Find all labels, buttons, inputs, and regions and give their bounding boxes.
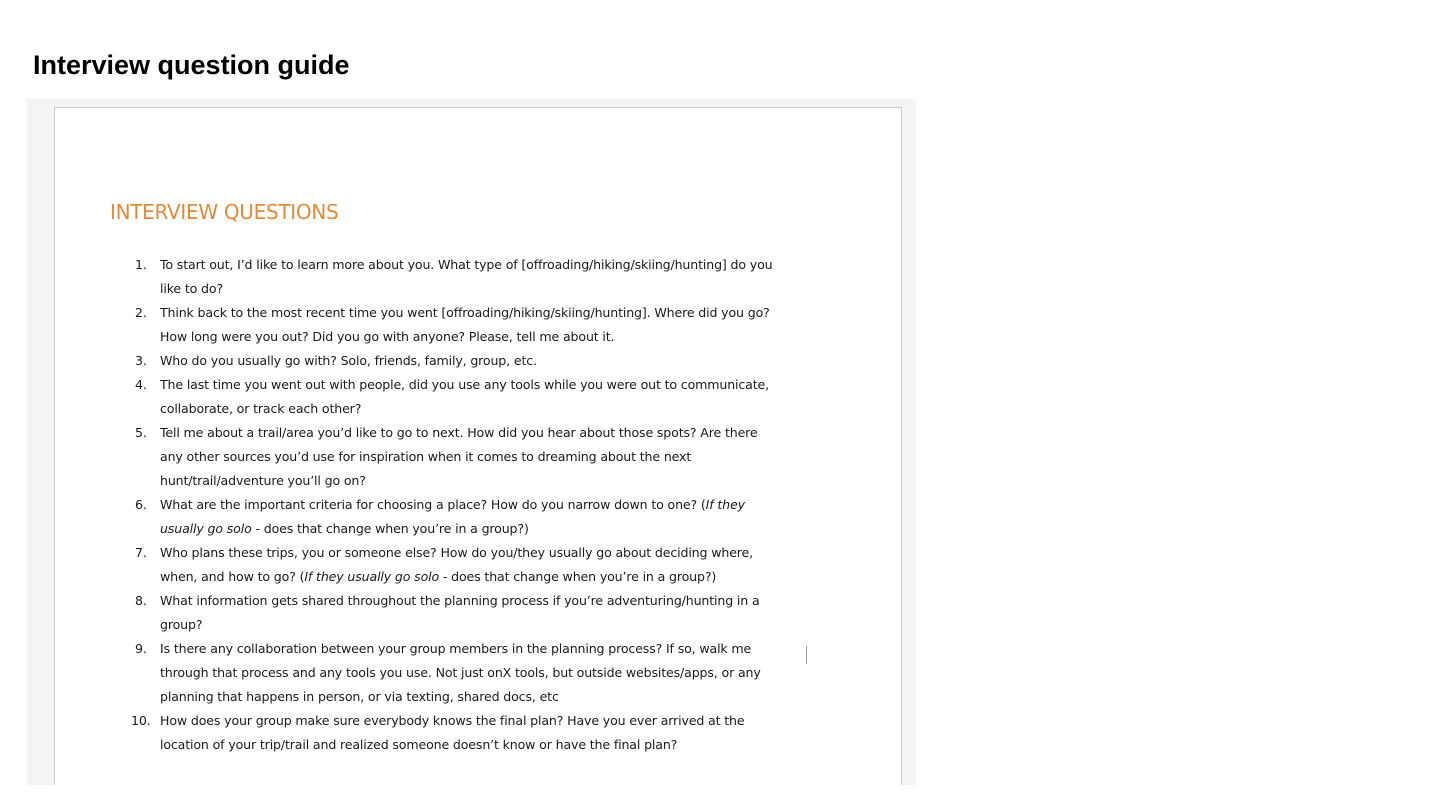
question-text: Tell me about a trail/area you’d like to go to next. How did you hear about those spots? Are there any other sources you’d use for inspiration when it comes to dreaming about the next hunt/trail/adventure you’ll go on? (160, 425, 758, 488)
question-item (135, 541, 780, 589)
question-text: What information gets shared throughout the planning process if you’re adventuring/hunting in a group? (160, 593, 760, 632)
document-title: INTERVIEW QUESTIONS (110, 200, 339, 224)
question-text: Is there any collaboration between your group members in the planning process? If so, walk me through that process and any tools you use. Not just onX tools, but outside websites/apps, or any planning that happens in person, or via texting, shared docs, etc (160, 641, 761, 704)
question-text-end: - does that change when you’re in a group?) (251, 521, 529, 536)
question-item (135, 493, 780, 541)
question-text: How does your group make sure everybody knows the final plan? Have you ever arrived at the location of your trip/trail and realized someone doesn’t know or have the final plan? (160, 713, 745, 752)
question-number: 9. (135, 641, 147, 656)
question-number: 7. (135, 545, 147, 560)
question-number: 3. (135, 353, 147, 368)
question-text: Think back to the most recent time you went [offroading/hiking/skiing/hunting]. Where did you go? How long were you out? Did you go with anyone? Please, tell me about it. (160, 305, 770, 344)
question-text-italic: If they usually go solo (160, 497, 745, 536)
question-text-italic: If they usually go solo (304, 569, 440, 584)
question-text-start: Who plans these trips, you or someone else? How do you/they usually go about deciding where, when, and how to go? ( (160, 545, 753, 584)
question-text-start: What are the important criteria for choosing a place? How do you narrow down to one? ( (160, 497, 706, 512)
question-number: 8. (135, 593, 147, 608)
question-number: 1. (135, 257, 147, 272)
question-item (135, 421, 780, 493)
document-page (54, 107, 902, 785)
question-text: The last time you went out with people, did you use any tools while you were out to communicate, collaborate, or track each other? (160, 377, 769, 416)
question-text-end: - does that change when you’re in a group?) (439, 569, 717, 584)
question-item (135, 373, 780, 421)
text-cursor (806, 646, 807, 664)
question-number: 10. (131, 713, 151, 728)
document-preview-frame (27, 99, 916, 785)
question-item (135, 253, 780, 301)
question-list (131, 253, 780, 757)
question-number: 2. (135, 305, 147, 320)
question-text: To start out, I’d like to learn more about you. What type of [offroading/hiking/skiing/hunting] do you like to do? (160, 257, 773, 296)
question-item (135, 589, 780, 637)
question-text (160, 497, 745, 536)
question-number: 6. (135, 497, 147, 512)
page-title: Interview question guide (33, 50, 350, 80)
question-text (160, 545, 753, 584)
question-item (135, 301, 780, 349)
question-item (131, 709, 780, 757)
question-text: Who do you usually go with? Solo, friends, family, group, etc. (160, 353, 537, 368)
question-item (135, 637, 780, 709)
question-item (135, 349, 780, 373)
question-number: 5. (135, 425, 147, 440)
question-number: 4. (135, 377, 147, 392)
